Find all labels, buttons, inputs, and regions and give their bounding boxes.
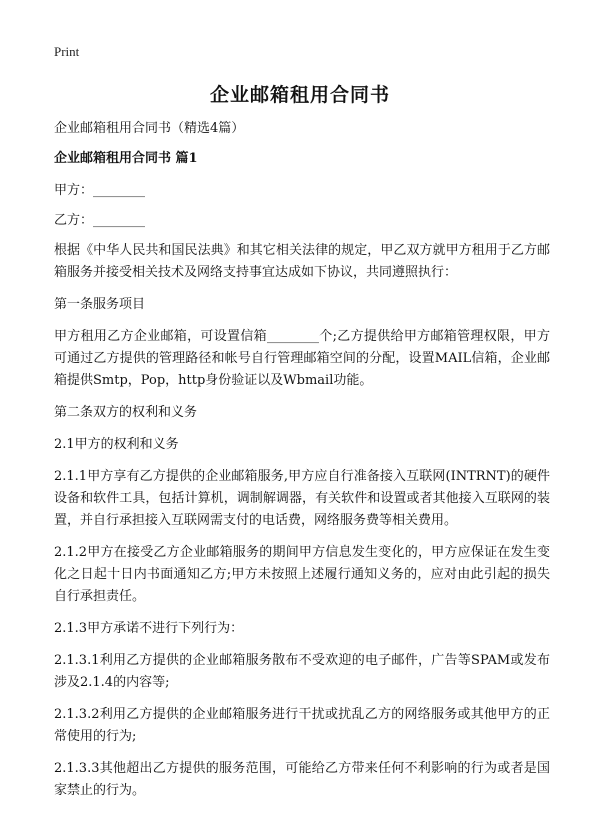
document-subtitle: 企业邮箱租用合同书（精选4篇） (54, 121, 245, 136)
party-b-blank: ________ (93, 213, 146, 228)
paragraph-preamble: 根据《中华人民共和国民法典》和其它相关法律的规定，甲乙双方就甲方租用于乙方邮箱服务并接受相关技术及网络支持事宜达成如下协议，共同遵照执行： (54, 243, 550, 280)
party-b-label: 乙方： (54, 213, 94, 228)
party-a-line (54, 180, 550, 202)
paragraph-article-2-heading: 第二条双方的权利和义务 (54, 405, 198, 420)
paragraph-2-1-3-3: 2.1.3.3其他超出乙方提供的服务范围，可能给乙方带来任何不利影响的行为或者是国家禁止的行为。 (54, 761, 550, 798)
print-label: Print (54, 44, 80, 59)
paragraph-2-1: 2.1甲方的权利和义务 (54, 437, 179, 452)
paragraph-article-1-body: 甲方租用乙方企业邮箱，可设置信箱________个;乙方提供给甲方邮箱管理权限，甲方可通过乙方提供的管理路径和帐号自行管理邮箱空间的分配，设置MAIL信箱，企业邮箱提供Smtp，Pop，http身份验证以及Wbmail功能。 (54, 329, 550, 388)
section-heading: 企业邮箱租用合同书 篇1 (54, 151, 198, 166)
document-title: 企业邮箱租用合同书 (209, 84, 390, 106)
document-body (54, 118, 550, 812)
paragraph-2-1-3: 2.1.3甲方承诺不进行下列行为： (54, 621, 244, 636)
party-a-label: 甲方： (54, 183, 94, 198)
paragraph-2-1-3-2: 2.1.3.2利用乙方提供的企业邮箱服务进行干扰或扰乱乙方的网络服务或其他甲方的正常使用的行为; (54, 707, 550, 744)
paragraph-2-1-1: 2.1.1甲方享有乙方提供的企业邮箱服务,甲方应自行准备接入互联网(INTRNT)的硬件设备和软件工具，包括计算机，调制解调器，有关软件和设置或者其他接入互联网的装置，并自行承担接入互联网需支付的电话费，网络服务费等相关费用。 (54, 469, 550, 528)
party-a-blank: ________ (93, 183, 146, 198)
paragraph-2-1-3-1: 2.1.3.1利用乙方提供的企业邮箱服务散布不受欢迎的电子邮件，广告等SPAM或发布涉及2.1.4的内容等; (54, 653, 550, 690)
party-b-line (54, 210, 550, 232)
paragraph-2-1-2: 2.1.2甲方在接受乙方企业邮箱服务的期间甲方信息发生变化的，甲方应保证在发生变化之日起十日内书面通知乙方;甲方未按照上述履行通知义务的，应对由此引起的损失自行承担责任。 (54, 545, 550, 604)
paragraph-article-1-heading: 第一条服务项目 (54, 297, 146, 312)
